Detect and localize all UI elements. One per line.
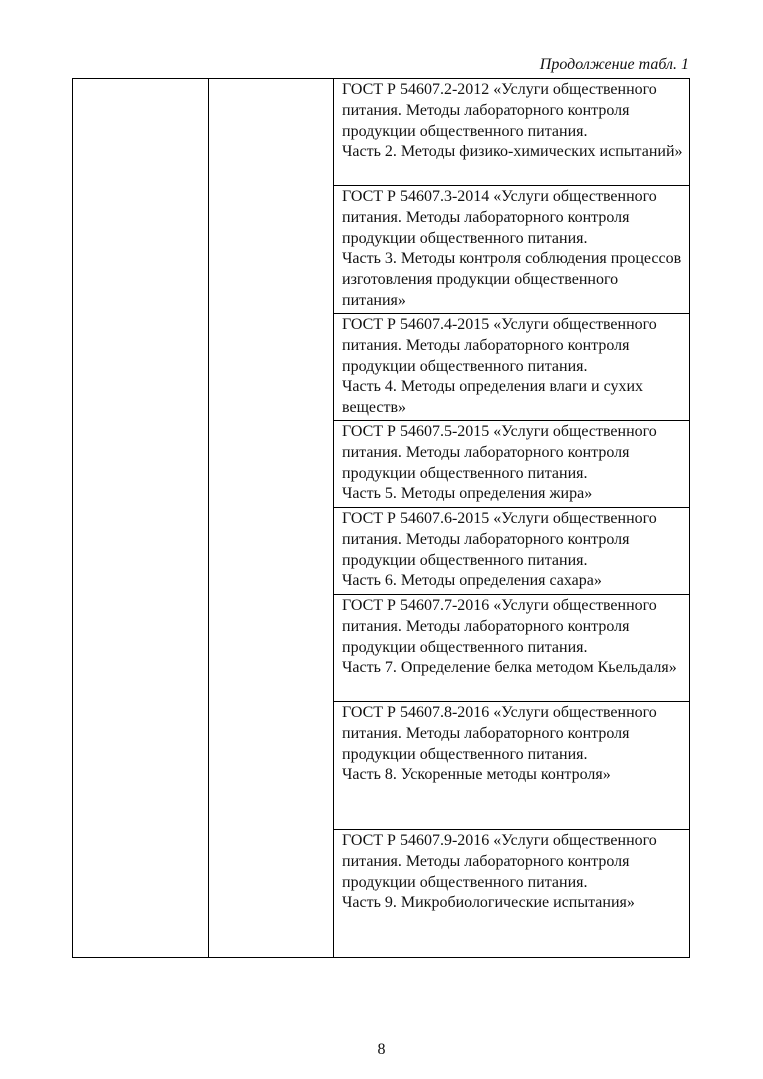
standards-table	[72, 78, 690, 958]
standard-text: ГОСТ Р 54607.5-2015 «Услуги общественного питания. Методы лабораторного контроля продукции общественного питания. Часть 5. Методы определения жира»	[342, 423, 657, 503]
standard-text: ГОСТ Р 54607.6-2015 «Услуги общественного питания. Методы лабораторного контроля продукции общественного питания. Часть 6. Методы определения сахара»	[342, 510, 657, 590]
standard-cell	[334, 421, 690, 508]
standard-text: ГОСТ Р 54607.2-2012 «Услуги общественного питания. Методы лабораторного контроля продукции общественного питания. Часть 2. Методы физико-химических испытаний»	[342, 81, 683, 161]
empty-column-1	[73, 79, 209, 958]
standard-cell	[334, 702, 690, 830]
standard-cell	[334, 79, 690, 186]
standard-cell	[334, 186, 690, 314]
standard-text: ГОСТ Р 54607.8-2016 «Услуги общественного питания. Методы лабораторного контроля продукции общественного питания. Часть 8. Ускоренные методы контроля»	[342, 704, 657, 784]
standard-cell	[334, 314, 690, 421]
standard-cell	[334, 595, 690, 702]
standard-text: ГОСТ Р 54607.7-2016 «Услуги общественного питания. Методы лабораторного контроля продукции общественного питания. Часть 7. Определение белка методом Кьельдаля»	[342, 597, 677, 677]
standard-text: ГОСТ Р 54607.3-2014 «Услуги общественного питания. Методы лабораторного контроля продукции общественного питания. Часть 3. Методы контроля соблюдения процессов изготовления продукции общественного питания»	[342, 188, 682, 309]
standard-cell	[334, 508, 690, 595]
page-number: 8	[377, 1041, 386, 1058]
empty-column-2	[209, 79, 334, 958]
standard-text: ГОСТ Р 54607.4-2015 «Услуги общественного питания. Методы лабораторного контроля продукции общественного питания. Часть 4. Методы определения влаги и сухих веществ»	[342, 316, 657, 417]
standard-cell	[334, 830, 690, 958]
table-row	[73, 79, 690, 186]
table-continuation-caption: Продолжение табл. 1	[539, 56, 689, 73]
standard-text: ГОСТ Р 54607.9-2016 «Услуги общественного питания. Методы лабораторного контроля продукции общественного питания. Часть 9. Микробиологические испытания»	[342, 832, 657, 912]
